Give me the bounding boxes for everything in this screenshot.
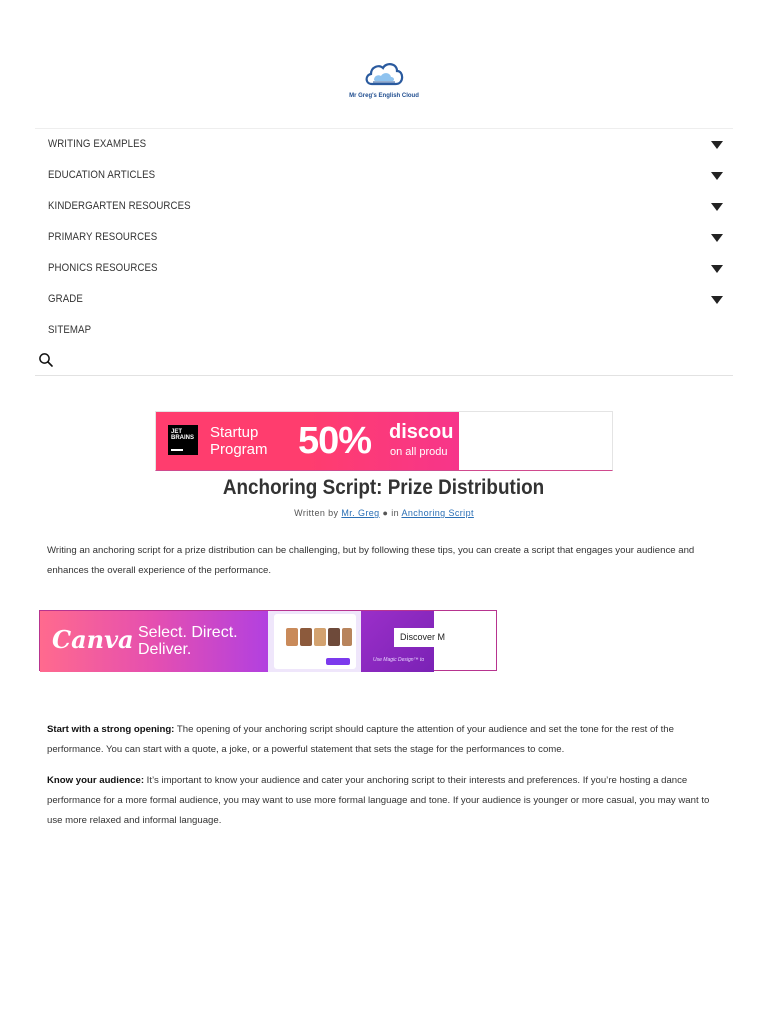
written-by-label: Written by [294, 508, 339, 518]
preview-thumb [328, 628, 340, 646]
nav-item-grade[interactable] [35, 284, 733, 315]
nav-item-label: KINDERGARTEN RESOURCES [48, 200, 191, 212]
canva-ad-preview [268, 611, 361, 672]
category-link[interactable]: Anchoring Script [401, 508, 474, 518]
caret-down-icon[interactable] [711, 203, 723, 211]
caret-down-icon[interactable] [711, 296, 723, 304]
ad-banner-jetbrains[interactable] [155, 411, 613, 471]
preview-thumb [286, 628, 298, 646]
tip-paragraph [47, 720, 727, 760]
nav-item-label: EDUCATION ARTICLES [48, 169, 156, 181]
canva-ad-left [40, 611, 268, 672]
site-logo[interactable] [340, 50, 428, 114]
tip-paragraph [47, 771, 727, 831]
caret-down-icon[interactable] [711, 265, 723, 273]
tip-heading: Know your audience: [47, 775, 145, 786]
canva-logo: Canva [52, 625, 134, 654]
nav-item-writing-examples[interactable] [35, 129, 733, 160]
ad-banner-canva[interactable] [39, 610, 497, 671]
magic-design-text: Use Magic Design™ to [373, 657, 425, 663]
jetbrains-logo [168, 425, 198, 455]
nav-item-label: PHONICS RESOURCES [48, 262, 158, 274]
design-preview-card [274, 614, 356, 669]
brand-line: JET [171, 429, 183, 435]
tagline-line: Deliver. [138, 641, 192, 658]
discover-button[interactable]: Discover M [394, 628, 434, 647]
nav-item-label: GRADE [48, 293, 83, 305]
main-nav [35, 128, 733, 376]
nav-item-kindergarten-resources[interactable] [35, 191, 733, 222]
cloud-logo-icon [362, 58, 406, 92]
caret-down-icon[interactable] [711, 141, 723, 149]
author-link[interactable]: Mr. Greg [341, 508, 380, 518]
meta-separator: ● in [382, 508, 400, 518]
nav-item-primary-resources[interactable] [35, 222, 733, 253]
ad-headline: discou [389, 421, 454, 443]
article-meta [0, 508, 768, 518]
nav-item-sitemap[interactable] [35, 315, 733, 346]
ad-artwork [156, 412, 459, 470]
preview-thumb [342, 628, 352, 646]
nav-item-label: WRITING EXAMPLES [48, 138, 147, 150]
caret-down-icon[interactable] [711, 234, 723, 242]
program-line: Program [210, 441, 268, 458]
tip-body: The opening of your anchoring script should capture the attention of your audience and set the tone for the rest of the performance. You can start with a quote, a joke, or a powerful statement that sets the stage for the performances to come. [47, 724, 674, 755]
brand-line: BRAINS [171, 435, 195, 441]
ad-program-text [210, 424, 268, 458]
ad-subline: on all produ [390, 446, 448, 458]
tip-body: It’s important to know your audience and cater your anchoring script to their interests and preferences. If you’re hosting a dance performance for a more formal audience, you may want to use more formal language and tone. If your audience is younger or more casual, you may want to use more relaxed and informal language. [47, 775, 710, 826]
logo-bar [171, 449, 183, 451]
tip-heading: Start with a strong opening: [47, 724, 175, 735]
preview-thumb [300, 628, 312, 646]
preview-thumb [314, 628, 326, 646]
search-icon[interactable] [38, 352, 54, 368]
caret-down-icon[interactable] [711, 172, 723, 180]
preview-button [326, 658, 350, 665]
canva-tagline [138, 624, 238, 658]
nav-item-education-articles[interactable] [35, 160, 733, 191]
intro-paragraph: Writing an anchoring script for a prize distribution can be challenging, but by following these tips, you can create a script that engages your audience and enhances the overall experience of the performance. [47, 545, 695, 576]
page-title: Anchoring Script: Prize Distribution [223, 476, 545, 499]
logo-text: Mr Greg's English Cloud [349, 93, 419, 99]
tagline-line: Select. Direct. [138, 624, 238, 641]
program-line: Startup [210, 424, 259, 441]
ad-percent: 50% [298, 420, 372, 462]
nav-item-phonics-resources[interactable] [35, 253, 733, 284]
nav-item-label: SITEMAP [48, 324, 92, 336]
nav-item-label: PRIMARY RESOURCES [48, 231, 158, 243]
